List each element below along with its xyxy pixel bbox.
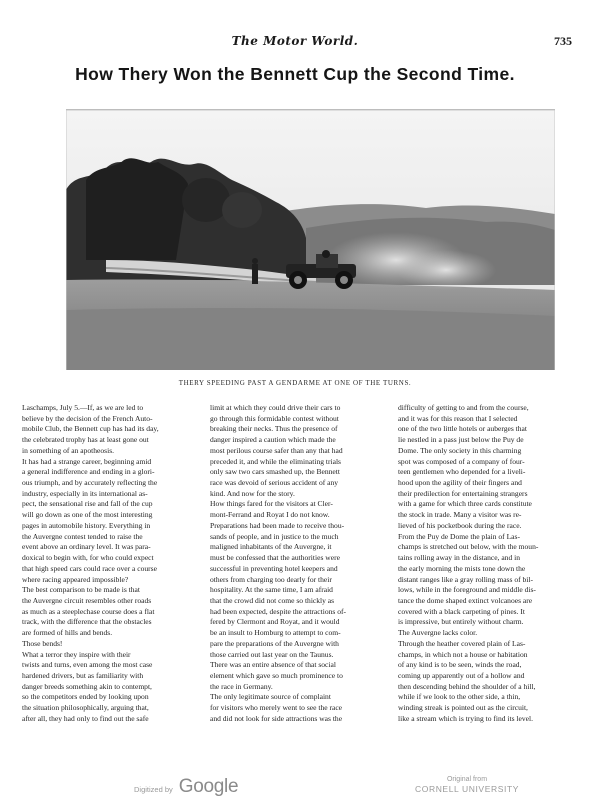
text-line: Through the heather covered plain of Las-	[398, 638, 526, 648]
text-line: maligned inhabitants of the Auvergne, it	[210, 542, 332, 552]
text-line: and did not look for side attractions was the	[210, 713, 343, 723]
text-line: then descending behind the shoulder of a hill,	[398, 681, 536, 691]
text-line: hood upon the agility of their fingers and	[398, 478, 522, 488]
text-line: of any kind is to be seen, winds the road,	[398, 660, 522, 670]
text-line: is impressive, but entirely without charm.	[398, 617, 524, 627]
text-line: the Auvergne contest tended to raise the	[22, 531, 143, 541]
photo-race-car-turn-icon	[66, 110, 555, 370]
text-line: Preparations had been made to receive thou-	[210, 520, 345, 530]
text-line: hardened drivers, but as familiarity with	[22, 670, 144, 680]
original-from-label: Original from	[446, 776, 488, 783]
digitized-by-label: Digitized by	[134, 785, 173, 794]
text-column-2	[210, 403, 377, 783]
article-title: How Thery Won the Bennett Cup the Second Time.	[75, 64, 515, 84]
text-line: The best comparison to be made is that	[22, 585, 140, 595]
text-line: that the crowd did not come so thickly as	[210, 595, 335, 605]
university-label: CORNELL UNIVERSITY	[415, 784, 520, 794]
text-line: Dome. The only society in this charming	[398, 445, 522, 455]
text-line: those carried out last year on the Taunus.	[210, 649, 334, 659]
text-line: a general indifference and ending in a glori-	[22, 467, 155, 477]
text-line: danger inspired a caution which made the	[210, 435, 336, 445]
text-line: the celebrated trophy has at least gone out	[22, 435, 149, 445]
text-line: What a terror they inspire with their	[22, 649, 131, 659]
text-line: so the competitors ended by looking upon	[22, 692, 149, 702]
text-line: sands of people, and in justice to the much	[210, 531, 339, 541]
text-line: It has had a strange career, beginning amid	[22, 456, 152, 466]
text-line: spot was composed of a company of four-	[398, 456, 525, 466]
text-line: mont-Ferrand and Royat I do not know.	[210, 510, 330, 520]
text-line: The only legitimate source of complaint	[210, 692, 331, 702]
text-line: There was an entire absence of that social	[210, 660, 336, 670]
text-line: tance the dome shaped extinct volcanoes are	[398, 595, 533, 605]
text-line: the race in Germany.	[210, 681, 273, 691]
text-line: mobile Club, the Bennett cup has had its day,	[22, 424, 159, 434]
text-line: event above an ordinary level. It was para-	[22, 542, 151, 552]
text-line: where racing appeared impossible?	[22, 574, 129, 584]
text-line: most perilous course safer than any that had	[210, 445, 343, 455]
text-line: go through this formidable contest without	[210, 413, 339, 423]
text-line: their predilection for entertaining strangers	[398, 488, 528, 498]
text-line: lows, while in the foreground and middle dis-	[398, 585, 536, 595]
digitized-by-google	[134, 776, 238, 798]
masthead: The Motor World.	[231, 34, 359, 48]
text-line: had been expected, despite the attractions of-	[210, 606, 346, 616]
text-line: for visitors who merely went to see the race	[210, 703, 343, 713]
text-line: fered by Clermont and Royat, and it would	[210, 617, 340, 627]
text-line: doxical to begin with, for who could expect	[22, 553, 154, 563]
text-line: Those bends!	[22, 638, 63, 648]
text-line: pages in automobile history. Everything in	[22, 520, 151, 530]
text-line: and it was for this reason that I selected	[398, 413, 518, 423]
text-line: From the Puy de Dome the plain of Las-	[398, 531, 520, 541]
photo-caption: THERY SPEEDING PAST A GENDARME AT ONE OF THE TURNS.	[178, 379, 412, 387]
text-line: in something of an apotheosis.	[22, 445, 115, 455]
text-line: the Auvergne circuit resembles other roads	[22, 595, 152, 605]
text-line: track, with the difference that the obstacles	[22, 617, 152, 627]
text-line: will go down as one of the most interesting	[22, 510, 153, 520]
text-line: difficulty of getting to and from the course,	[398, 403, 529, 412]
text-line: while if we look to the other side, a thin,	[398, 692, 521, 702]
text-line: teen gentlemen who depended for a liveli-	[398, 467, 526, 477]
text-line: hospitality. At the same time, I am afraid	[210, 585, 333, 595]
text-line: distant ranges like a gray rolling mass of bil-	[398, 574, 533, 584]
text-line: race was devoid of serious accident of any	[210, 478, 339, 488]
text-line: the situation philosophically, arguing that,	[22, 703, 149, 713]
text-column-1	[22, 403, 188, 783]
text-line: like a stream which is trying to find its level.	[398, 713, 533, 723]
original-from	[415, 776, 519, 794]
text-line: only saw two cars smashed up, the Bennett	[210, 467, 340, 477]
race-photo	[66, 109, 555, 370]
text-line: must be confessed that the authorities were	[210, 553, 340, 563]
text-line: the stock in trade. Many a visitor was re-	[398, 510, 522, 520]
text-line: with a game for which three cards constitute	[398, 499, 532, 509]
text-line: winding streak is pointed out as the circuit,	[398, 703, 528, 713]
text-line: believe by the decision of the French Auto-	[22, 413, 153, 423]
text-line: are formed of hills and bends.	[22, 628, 113, 638]
text-line: as much as a steeplechase course does a flat	[22, 606, 155, 616]
text-line: covered with a black carpeting of pines. It	[398, 606, 525, 616]
text-line: ous triumph, and by accurately reflecting the	[22, 478, 158, 488]
text-line: How things fared for the visitors at Cler-	[210, 499, 333, 509]
text-line: twists and turns, even among the most case	[22, 660, 153, 670]
text-line: champs, in which not a house or habitation	[398, 649, 528, 659]
text-column-3	[398, 403, 564, 783]
text-line: danger breeds something akin to contempt,	[22, 681, 152, 691]
text-line: coming up apparently out of a hollow and	[398, 670, 525, 680]
text-line: industry, especially in its international as-	[22, 488, 148, 498]
text-line: The Auvergne lacks color.	[398, 628, 478, 638]
text-line: others from charging too dearly for their	[210, 574, 332, 584]
text-line: lie nestled in a pass just below the Puy de	[398, 435, 524, 445]
text-line: kind. And now for the story.	[210, 488, 295, 498]
text-line: breaking their necks. Thus the presence of	[210, 424, 338, 434]
text-line: preceded it, and while the eliminating trials	[210, 456, 341, 466]
text-line: limit at which they could drive their cars to	[210, 403, 341, 412]
text-line: pare the preparations of the Auvergne with	[210, 638, 339, 648]
text-line: element which gave so much prominence to	[210, 670, 343, 680]
text-line: that high speed cars could race over a course	[22, 563, 157, 573]
running-head	[0, 34, 590, 52]
google-logo: Google	[178, 776, 239, 797]
text-line: pect, the sensational rise and fall of the cup	[22, 499, 153, 509]
text-line: after all, they had only to find out the safe	[22, 713, 149, 723]
page-number: 735	[554, 34, 572, 48]
text-line: be an insult to Homburg to attempt to com-	[210, 628, 341, 638]
text-line: lieved of his pocketbook during the race.	[398, 520, 522, 530]
text-line: the early morning the mists tone down the	[398, 563, 526, 573]
text-line: one of the two little hotels or auberges that	[398, 424, 527, 434]
text-line: Laschamps, July 5.—If, as we are led to	[22, 403, 144, 412]
text-line: tains rolling away in the distance, and in	[398, 553, 520, 563]
text-line: champs is stretched out below, with the moun-	[398, 542, 539, 552]
text-line: successful in preventing hotel keepers and	[210, 563, 338, 573]
